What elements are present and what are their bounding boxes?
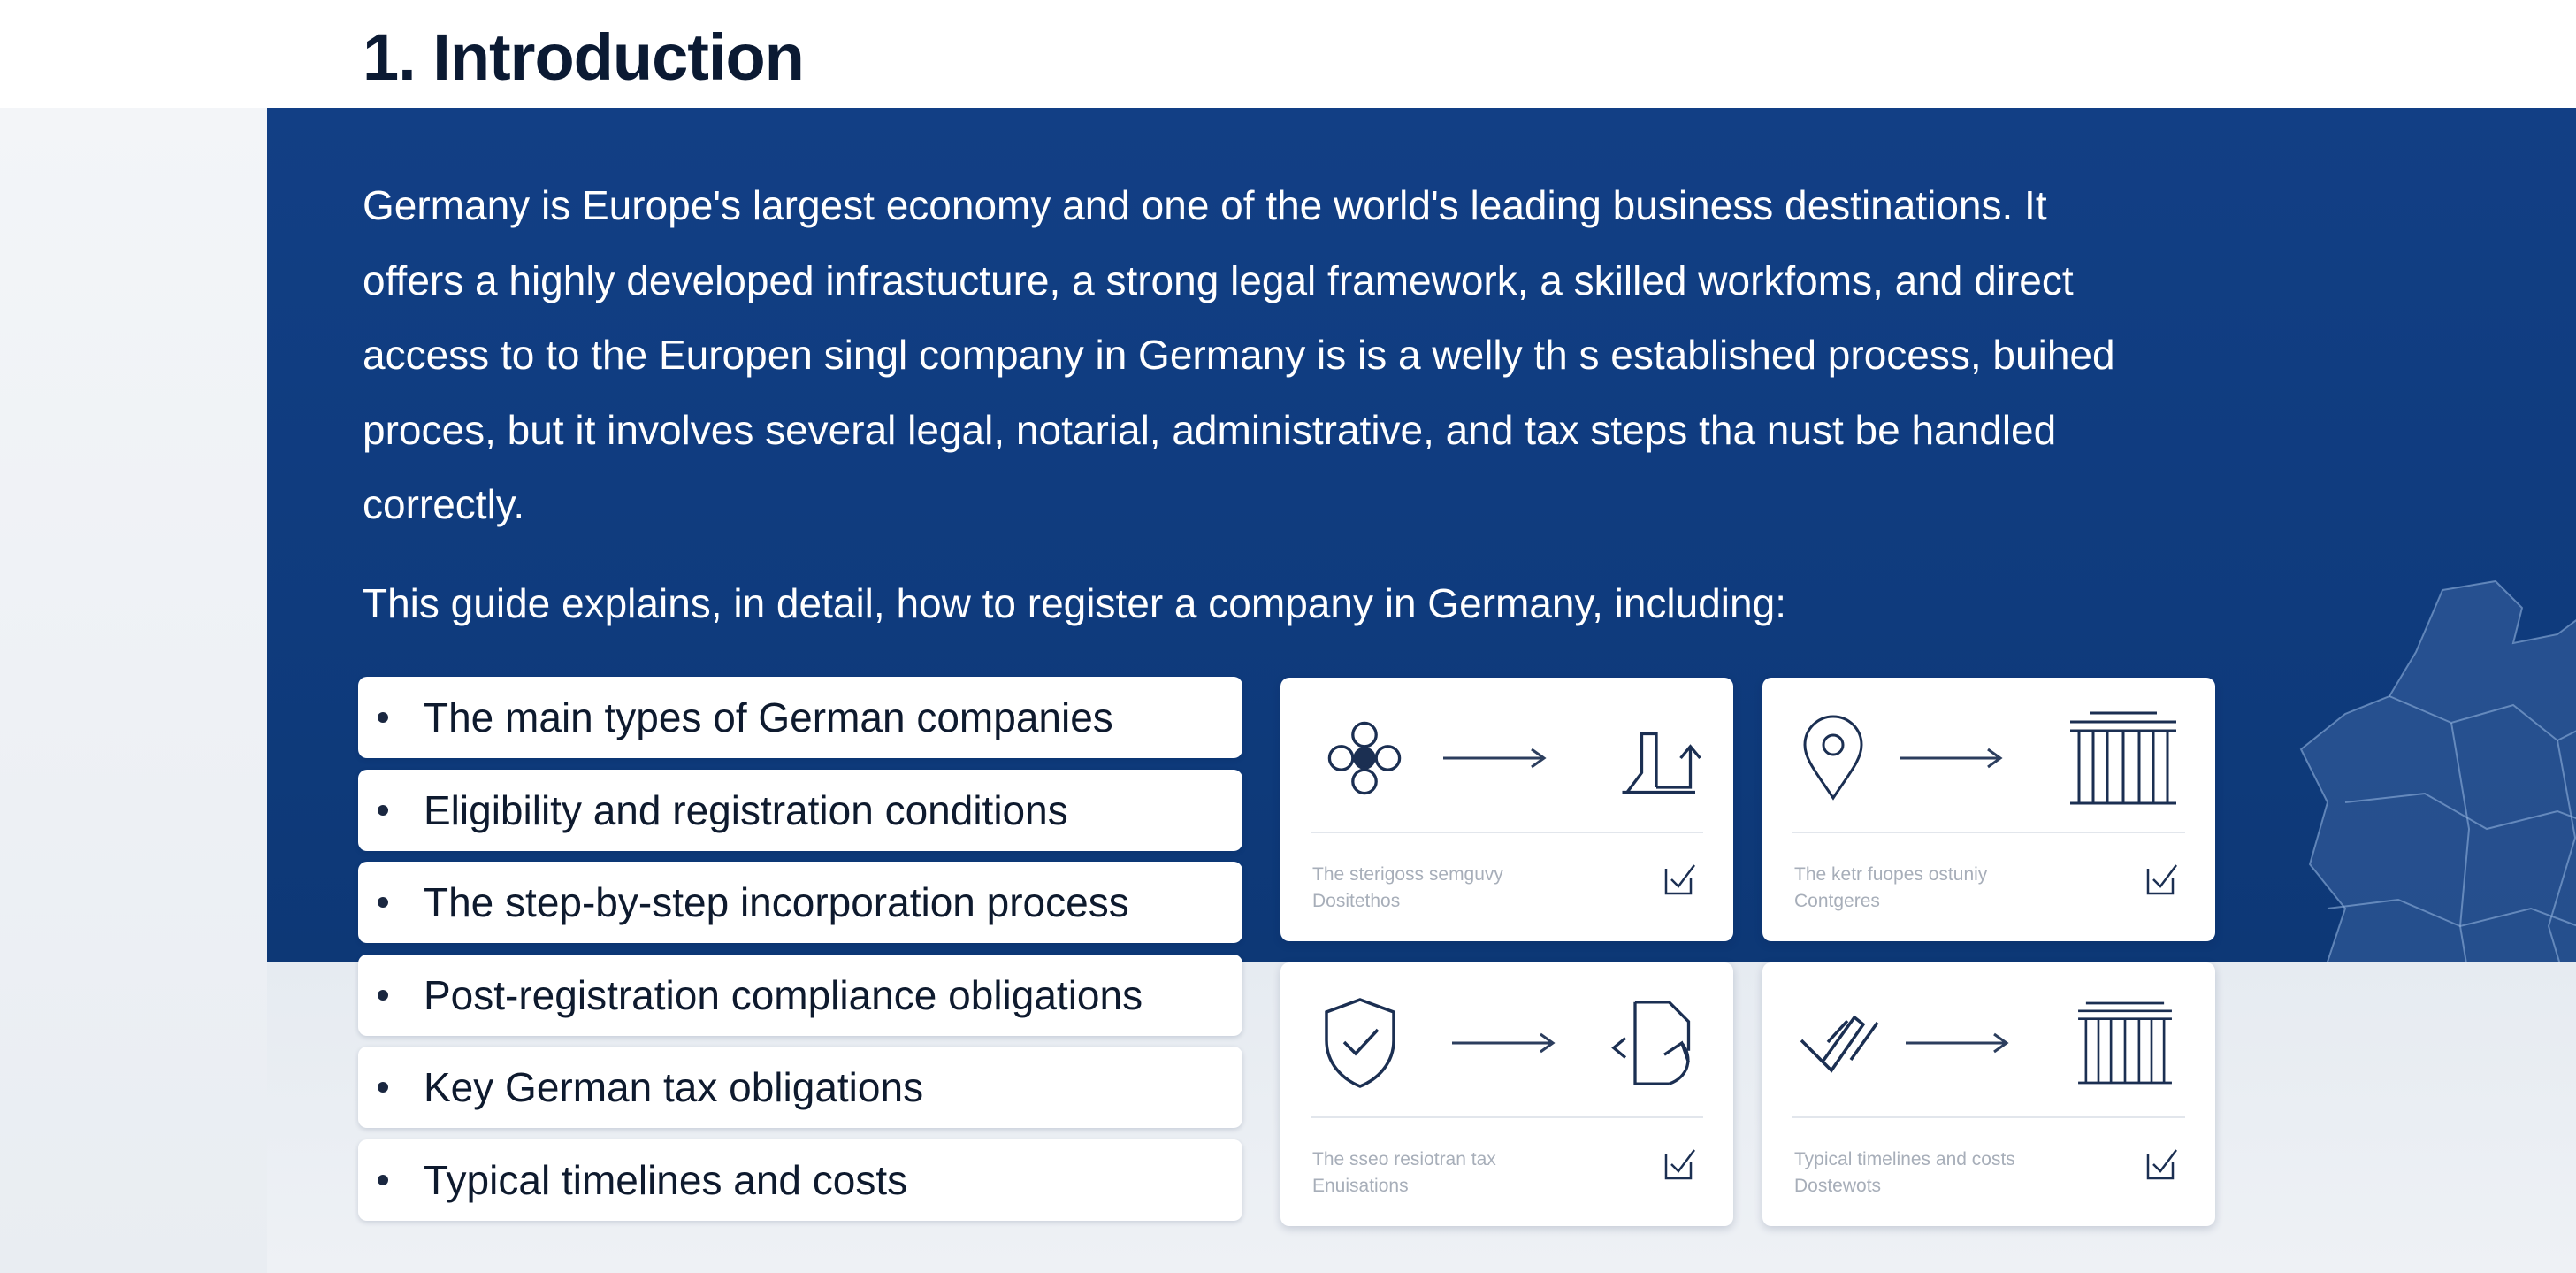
card-caption-line: Typical timelines and costs xyxy=(1794,1149,2015,1169)
intro-line: proces, but it involves several legal, notarial, administrative, and tax steps tha nust be handled xyxy=(363,406,2057,453)
government-building-icon xyxy=(2072,994,2178,1092)
checkbox-checked-icon xyxy=(1663,1146,1698,1182)
card-divider xyxy=(1792,1116,2185,1118)
list-item-label: Key German tax obligations xyxy=(424,1064,924,1110)
intro-line: offers a highly developed infrastucture, a strong legal framework, a skilled workfoms, and direct xyxy=(363,257,2074,303)
list-item-label: Eligibility and registration conditions xyxy=(424,786,1068,833)
guide-intro: This guide explains, in detail, how to register a company in Germany, including: xyxy=(363,580,1786,626)
bullet-icon xyxy=(378,712,388,723)
checkbox-checked-icon xyxy=(2144,1146,2180,1182)
building-upload-icon xyxy=(1608,709,1705,807)
card-caption-line: The sterigoss semguvy xyxy=(1312,864,1503,885)
list-item xyxy=(358,955,1242,1036)
info-card xyxy=(1762,678,2215,941)
card-caption-line: The sseo resiotran tax xyxy=(1312,1149,1496,1169)
list-item-label: Typical timelines and costs xyxy=(424,1156,908,1203)
card-caption-line: Contgeres xyxy=(1794,891,1880,911)
arrow-right-icon xyxy=(1904,1030,2012,1056)
info-card xyxy=(1280,678,1733,941)
checkbox-checked-icon xyxy=(2144,862,2180,897)
card-caption xyxy=(1312,862,1604,915)
intro-line: access to to the Europen singl company in Germany is is a welly th s established process, buihed xyxy=(363,332,2115,378)
intro-paragraph xyxy=(363,168,2361,542)
topics-list xyxy=(358,677,1242,1231)
list-item xyxy=(358,1047,1242,1128)
list-item xyxy=(358,677,1242,758)
double-check-icon xyxy=(1796,998,1884,1086)
card-divider xyxy=(1311,1116,1703,1118)
list-item-label: The main types of German companies xyxy=(424,694,1113,740)
card-caption-line: Dostewots xyxy=(1794,1176,1882,1196)
shield-check-icon xyxy=(1316,994,1404,1092)
intro-line: Germany is Europe's largest economy and one of the world's leading business destinations. It xyxy=(363,182,2047,228)
left-background xyxy=(0,108,267,1273)
germany-map-icon xyxy=(2292,572,2576,962)
arrow-right-icon xyxy=(1898,745,2006,771)
list-item xyxy=(358,862,1242,943)
government-building-icon xyxy=(2063,709,2183,807)
checkbox-checked-icon xyxy=(1663,862,1698,897)
document-return-icon xyxy=(1606,994,1703,1092)
bullet-icon xyxy=(378,1175,388,1185)
arrow-right-icon xyxy=(1441,745,1549,771)
bullet-icon xyxy=(378,1082,388,1093)
card-divider xyxy=(1311,832,1703,833)
list-item-label: The step-by-step incorporation process xyxy=(424,879,1129,925)
page-title: 1. Introduction xyxy=(363,20,804,94)
intro-line: correctly. xyxy=(363,481,525,527)
info-card xyxy=(1762,962,2215,1226)
flower-gear-icon xyxy=(1316,709,1413,807)
card-caption xyxy=(1794,862,2086,915)
list-item xyxy=(358,770,1242,851)
bullet-icon xyxy=(378,990,388,1001)
card-caption-line: The ketr fuopes ostuniy xyxy=(1794,864,1988,885)
card-caption xyxy=(1794,1146,2086,1200)
bullet-icon xyxy=(378,805,388,816)
list-item xyxy=(358,1139,1242,1221)
list-item-label: Post-registration compliance obligations xyxy=(424,971,1143,1018)
arrow-right-icon xyxy=(1450,1030,1558,1056)
card-caption-line: Dositethos xyxy=(1312,891,1401,911)
card-caption xyxy=(1312,1146,1604,1200)
card-caption-line: Enuisations xyxy=(1312,1176,1409,1196)
info-card xyxy=(1280,962,1733,1226)
bullet-icon xyxy=(378,897,388,908)
card-divider xyxy=(1792,832,2185,833)
location-pin-icon xyxy=(1789,709,1877,807)
